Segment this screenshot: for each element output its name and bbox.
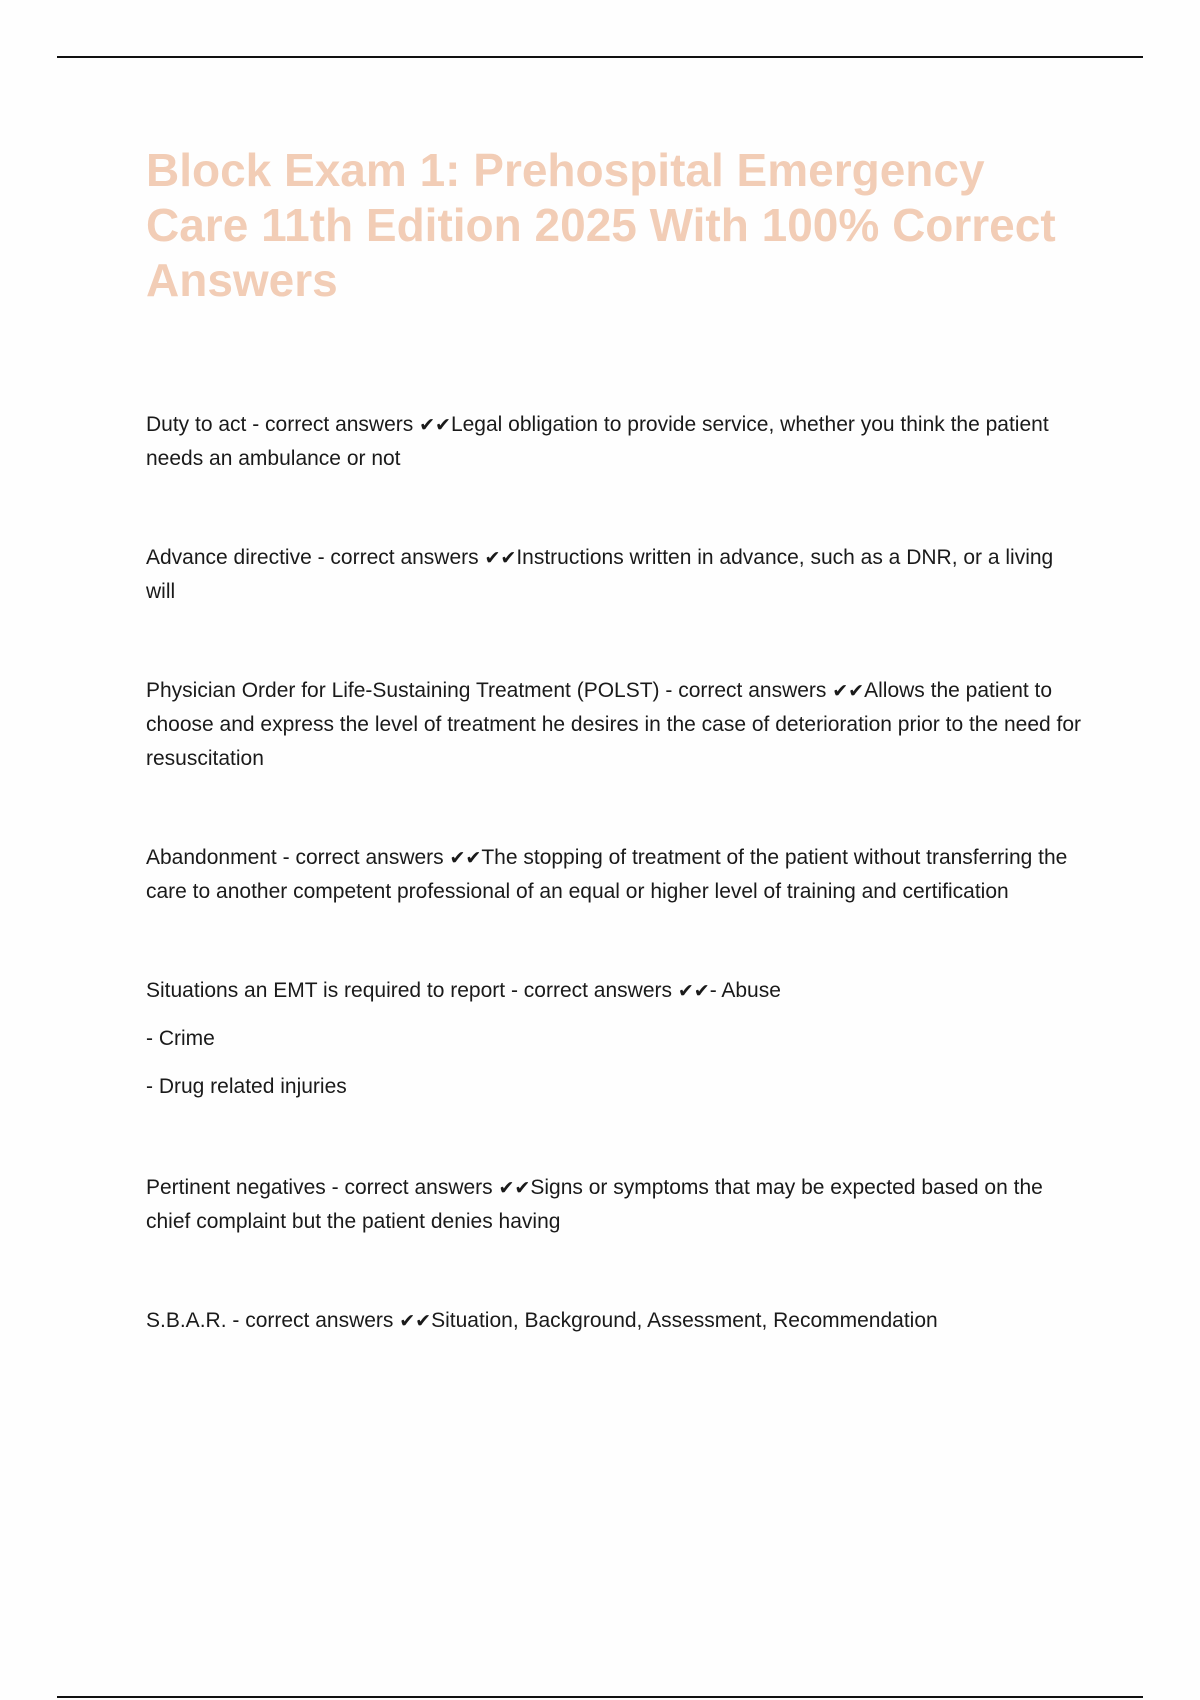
entry-answer: Allows the patient to choose and express the level of treatment he desires in the case of deterioration prior to the need for resuscitation [146, 679, 1082, 770]
qa-entry-duty-to-act [146, 408, 1086, 476]
entry-separator: - correct answers [505, 979, 678, 1002]
check-marks-icon: ✔✔ [832, 680, 865, 702]
qa-entry-abandonment [146, 841, 1086, 909]
entry-separator: - correct answers [659, 679, 833, 702]
qa-entry-polst [146, 674, 1086, 776]
qa-entry-pertinent-negatives [146, 1171, 1086, 1239]
check-marks-icon: ✔✔ [484, 547, 517, 569]
qa-entry-advance-directive [146, 541, 1086, 609]
list-item-drug-related-injuries: - Drug related injuries [146, 1075, 347, 1098]
entry-term: Pertinent negatives [146, 1176, 326, 1199]
entry-term: Advance directive [146, 546, 312, 569]
entry-separator: - correct answers [276, 846, 450, 869]
entry-separator: - correct answers [311, 546, 485, 569]
check-marks-icon: ✔✔ [449, 847, 482, 869]
entry-answer: Signs or symptoms that may be expected based on the chief complaint but the patient denies having [146, 1176, 1043, 1233]
entry-term: Duty to act [146, 413, 247, 436]
entry-answer: - Abuse [709, 979, 781, 1002]
entry-separator: - correct answers [226, 1309, 400, 1332]
check-marks-icon: ✔✔ [399, 1310, 432, 1332]
document-title: Block Exam 1: Prehospital Emergency Care 11th Edition 2025 With 100% Correct Answers [146, 144, 1056, 306]
entry-answer: Legal obligation to provide service, whether you think the patient needs an ambulance or not [146, 413, 1049, 470]
qa-list [146, 408, 1086, 1338]
check-marks-icon: ✔✔ [419, 414, 451, 436]
bottom-rule [57, 1696, 1143, 1698]
entry-term: Situations an EMT is required to report [146, 979, 506, 1002]
top-rule [57, 56, 1143, 58]
entry-term: S.B.A.R. [146, 1309, 227, 1332]
entry-term: Physician Order for Life-Sustaining Treatment (POLST) [146, 679, 660, 702]
check-marks-icon: ✔✔ [498, 1177, 531, 1199]
qa-entry-sbar [146, 1304, 1086, 1338]
list-item-crime: - Crime [146, 1027, 215, 1050]
entry-answer: Situation, Background, Assessment, Recommendation [431, 1309, 938, 1332]
entry-separator: - correct answers [246, 413, 420, 436]
check-marks-icon: ✔✔ [677, 980, 710, 1002]
entry-separator: - correct answers [325, 1176, 499, 1199]
qa-entry-situations-to-report [146, 974, 1086, 1008]
entry-answer: Instructions written in advance, such as a DNR, or a living will [146, 546, 1054, 603]
entry-answer: The stopping of treatment of the patient without transferring the care to another competent professional of an equal or higher level of training and certification [146, 846, 1068, 903]
entry-term: Abandonment [146, 846, 277, 869]
